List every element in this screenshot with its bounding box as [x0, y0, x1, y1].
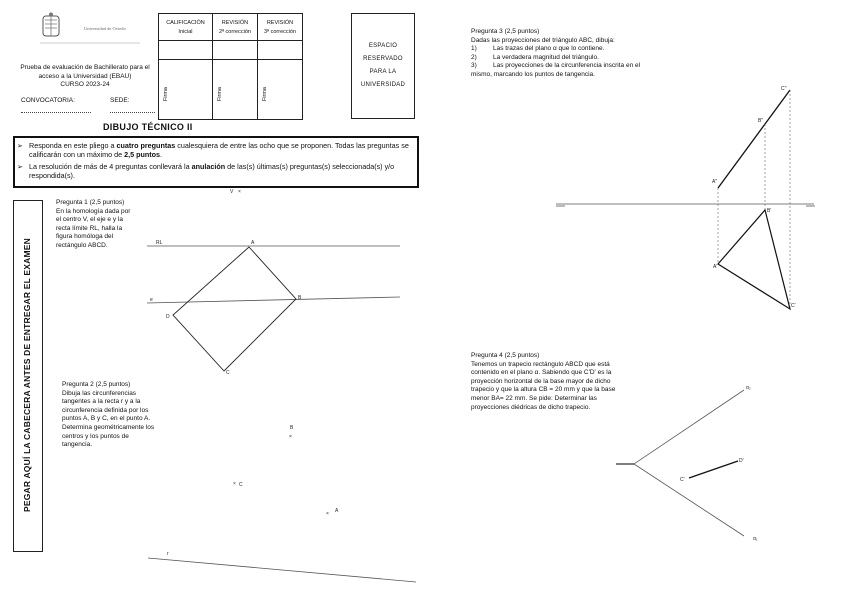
q3-diagram	[556, 86, 815, 309]
q1-line-e	[147, 297, 400, 303]
convocatoria-label: CONVOCATORIA:	[21, 97, 75, 104]
col3-title: REVISIÓN	[266, 19, 294, 26]
q1-line: el centro V, el eje e y la	[56, 216, 123, 224]
q3-intro: Dadas las proyecciones del triángulo ABC, dibuja:	[471, 36, 615, 44]
q3-label-B2: B''	[758, 118, 764, 124]
arrow-bullet-icon: ➢	[17, 162, 24, 171]
q4-diagram	[616, 385, 758, 542]
q4-segment-C1D1	[689, 461, 738, 478]
col1-title: CALIFICACIÓN	[166, 19, 205, 26]
instr1-c: cualesquiera de entre las ocho que se proponen. Todas las preguntas se calificarán con un máximo de	[29, 141, 409, 159]
q1-label-e: e	[150, 297, 153, 303]
q4-label-alpha2: α₂	[746, 385, 751, 391]
q4-line: contenido en el plano α. Sabiendo que C'D' es la	[471, 369, 612, 377]
instr1-b: cuatro preguntas	[116, 141, 176, 150]
q3-item-text: Las trazas del plano α que lo contiene.	[493, 45, 605, 53]
col2-title: REVISIÓN	[221, 19, 249, 26]
sede-label: SEDE:	[110, 97, 130, 104]
side-label: PEGAR AQUÍ LA CABECERA ANTES DE ENTREGAR EL EXAMEN	[22, 238, 32, 512]
logo-text: Universidad de Oviedo	[84, 26, 126, 31]
q2-diagram	[148, 425, 416, 582]
q3-triangle-horizontal	[718, 210, 790, 309]
q2-label-A: A	[335, 508, 339, 514]
q1-line: rectángulo ABCD.	[56, 241, 108, 249]
instr1-e: .	[160, 150, 163, 159]
q3-item-text: Las proyecciones de la circunferencia inscrita en el mismo, marcando los puntos de tangencia.	[471, 62, 641, 78]
q1-rectangle-ABCD	[173, 247, 296, 371]
q4-title: Pregunta 4 (2,5 puntos)	[471, 352, 540, 359]
q3-item-num: 3)	[471, 62, 477, 70]
q1-label-D: D	[166, 314, 170, 320]
q4-line: trapecio y que la altura CB = 20 mm y que la base	[471, 386, 616, 394]
q4-line: menor BA= 22 mm. Se pide: Determinar las	[471, 394, 597, 402]
q1-title: Pregunta 1 (2,5 puntos)	[56, 199, 125, 206]
q1-line: recta límite RL, halla la	[56, 224, 123, 232]
title-line-3: CURSO 2023-24	[60, 81, 110, 88]
q2-line: Determina geométricamente los	[62, 423, 155, 431]
q4-line: proyección horizontal de la base mayor de dicho	[471, 377, 611, 385]
q2-label-r: r	[167, 551, 169, 557]
q4-label-D1: D'	[739, 458, 744, 464]
q1-line: figura homóloga del	[56, 233, 114, 241]
q3-title: Pregunta 3 (2,5 puntos)	[471, 28, 540, 35]
q1-label-V: V	[230, 189, 234, 195]
q1-diagram	[147, 189, 400, 376]
col3-sub: 3ª corrección	[263, 28, 296, 35]
q2-point-C-mark: ×	[233, 481, 236, 487]
q3-label-C2: C''	[781, 86, 787, 92]
q3-line-A2C2	[718, 90, 790, 188]
q4-label-C1: C'	[680, 477, 685, 483]
reserved-line-2: RESERVADO	[363, 56, 403, 62]
title-line-2: acceso a la Universidad (EBAU)	[38, 72, 132, 80]
arrow-bullet-icon: ➢	[17, 141, 24, 150]
col2-sub: 2ª corrección	[218, 28, 251, 35]
q2-line: circunferencia definida por los	[62, 406, 149, 414]
q3-label-A2: A''	[712, 179, 718, 185]
q4-trace-alpha1	[634, 464, 744, 536]
q1-label-B: B	[298, 295, 302, 301]
q3-label-C1: C'	[791, 303, 796, 309]
firma-label: Firma	[216, 86, 223, 101]
q2-label-C: C	[239, 482, 243, 488]
q1-point-V-mark: ×	[238, 189, 241, 195]
instr2-b: anulación	[191, 162, 226, 171]
firma-label: Firma	[261, 86, 268, 101]
col1-sub: Inicial	[178, 28, 193, 35]
q4-label-alpha1: α₁	[753, 536, 758, 542]
q3-label-A1: A'	[713, 264, 718, 270]
instr2-a: La resolución de más de 4 preguntas conllevará la	[29, 162, 192, 171]
q3-item-num: 1)	[471, 45, 477, 53]
q1-line: En la homología dada por	[56, 207, 131, 215]
q2-title: Pregunta 2 (2,5 puntos)	[62, 381, 131, 388]
q3-item-num: 2)	[471, 53, 477, 61]
q2-point-B-mark: ×	[289, 434, 292, 440]
q2-line: tangencia.	[62, 441, 92, 449]
q2-label-B: B	[290, 425, 294, 431]
instr1-a: Responda en este pliego a	[29, 141, 117, 150]
reserved-line-1: ESPACIO	[368, 43, 398, 49]
q1-label-A: A	[251, 240, 255, 246]
exam-title: DIBUJO TÉCNICO II	[103, 122, 193, 132]
q2-line: puntos A, B y C, en el punto A.	[62, 415, 151, 423]
q3-label-B1: B'	[767, 208, 772, 214]
reserved-line-3: PARA LA	[369, 69, 397, 75]
q3-item-text: La verdadera magnitud del triángulo.	[493, 53, 599, 61]
instr2-c: de las(s) últimas(s) preguntas(s) seleccionada(s) y/o respondida(s).	[29, 162, 395, 180]
q2-point-A-mark: ×	[326, 511, 329, 517]
q2-line: Dibuja las circunferencias	[62, 389, 137, 397]
q4-trace-alpha2	[634, 390, 744, 464]
q2-line: centros y los puntos de	[62, 432, 129, 440]
q1-label-RL: RL	[156, 240, 163, 246]
title-line-1: Prueba de evaluación de Bachillerato para el	[20, 64, 150, 71]
q4-line: proyecciones diédricas de dicho trapecio.	[471, 403, 591, 411]
reserved-line-4: UNIVERSIDAD	[360, 82, 406, 88]
instr1-d: 2,5 puntos	[124, 150, 161, 159]
q2-line-r	[148, 558, 416, 582]
q2-line: tangentes a la recta r y a la	[62, 398, 141, 406]
q1-label-C: C	[226, 370, 230, 376]
firma-label: Firma	[163, 86, 169, 101]
q4-line: Tenemos un trapecio rectángulo ABCD que está	[471, 360, 610, 368]
